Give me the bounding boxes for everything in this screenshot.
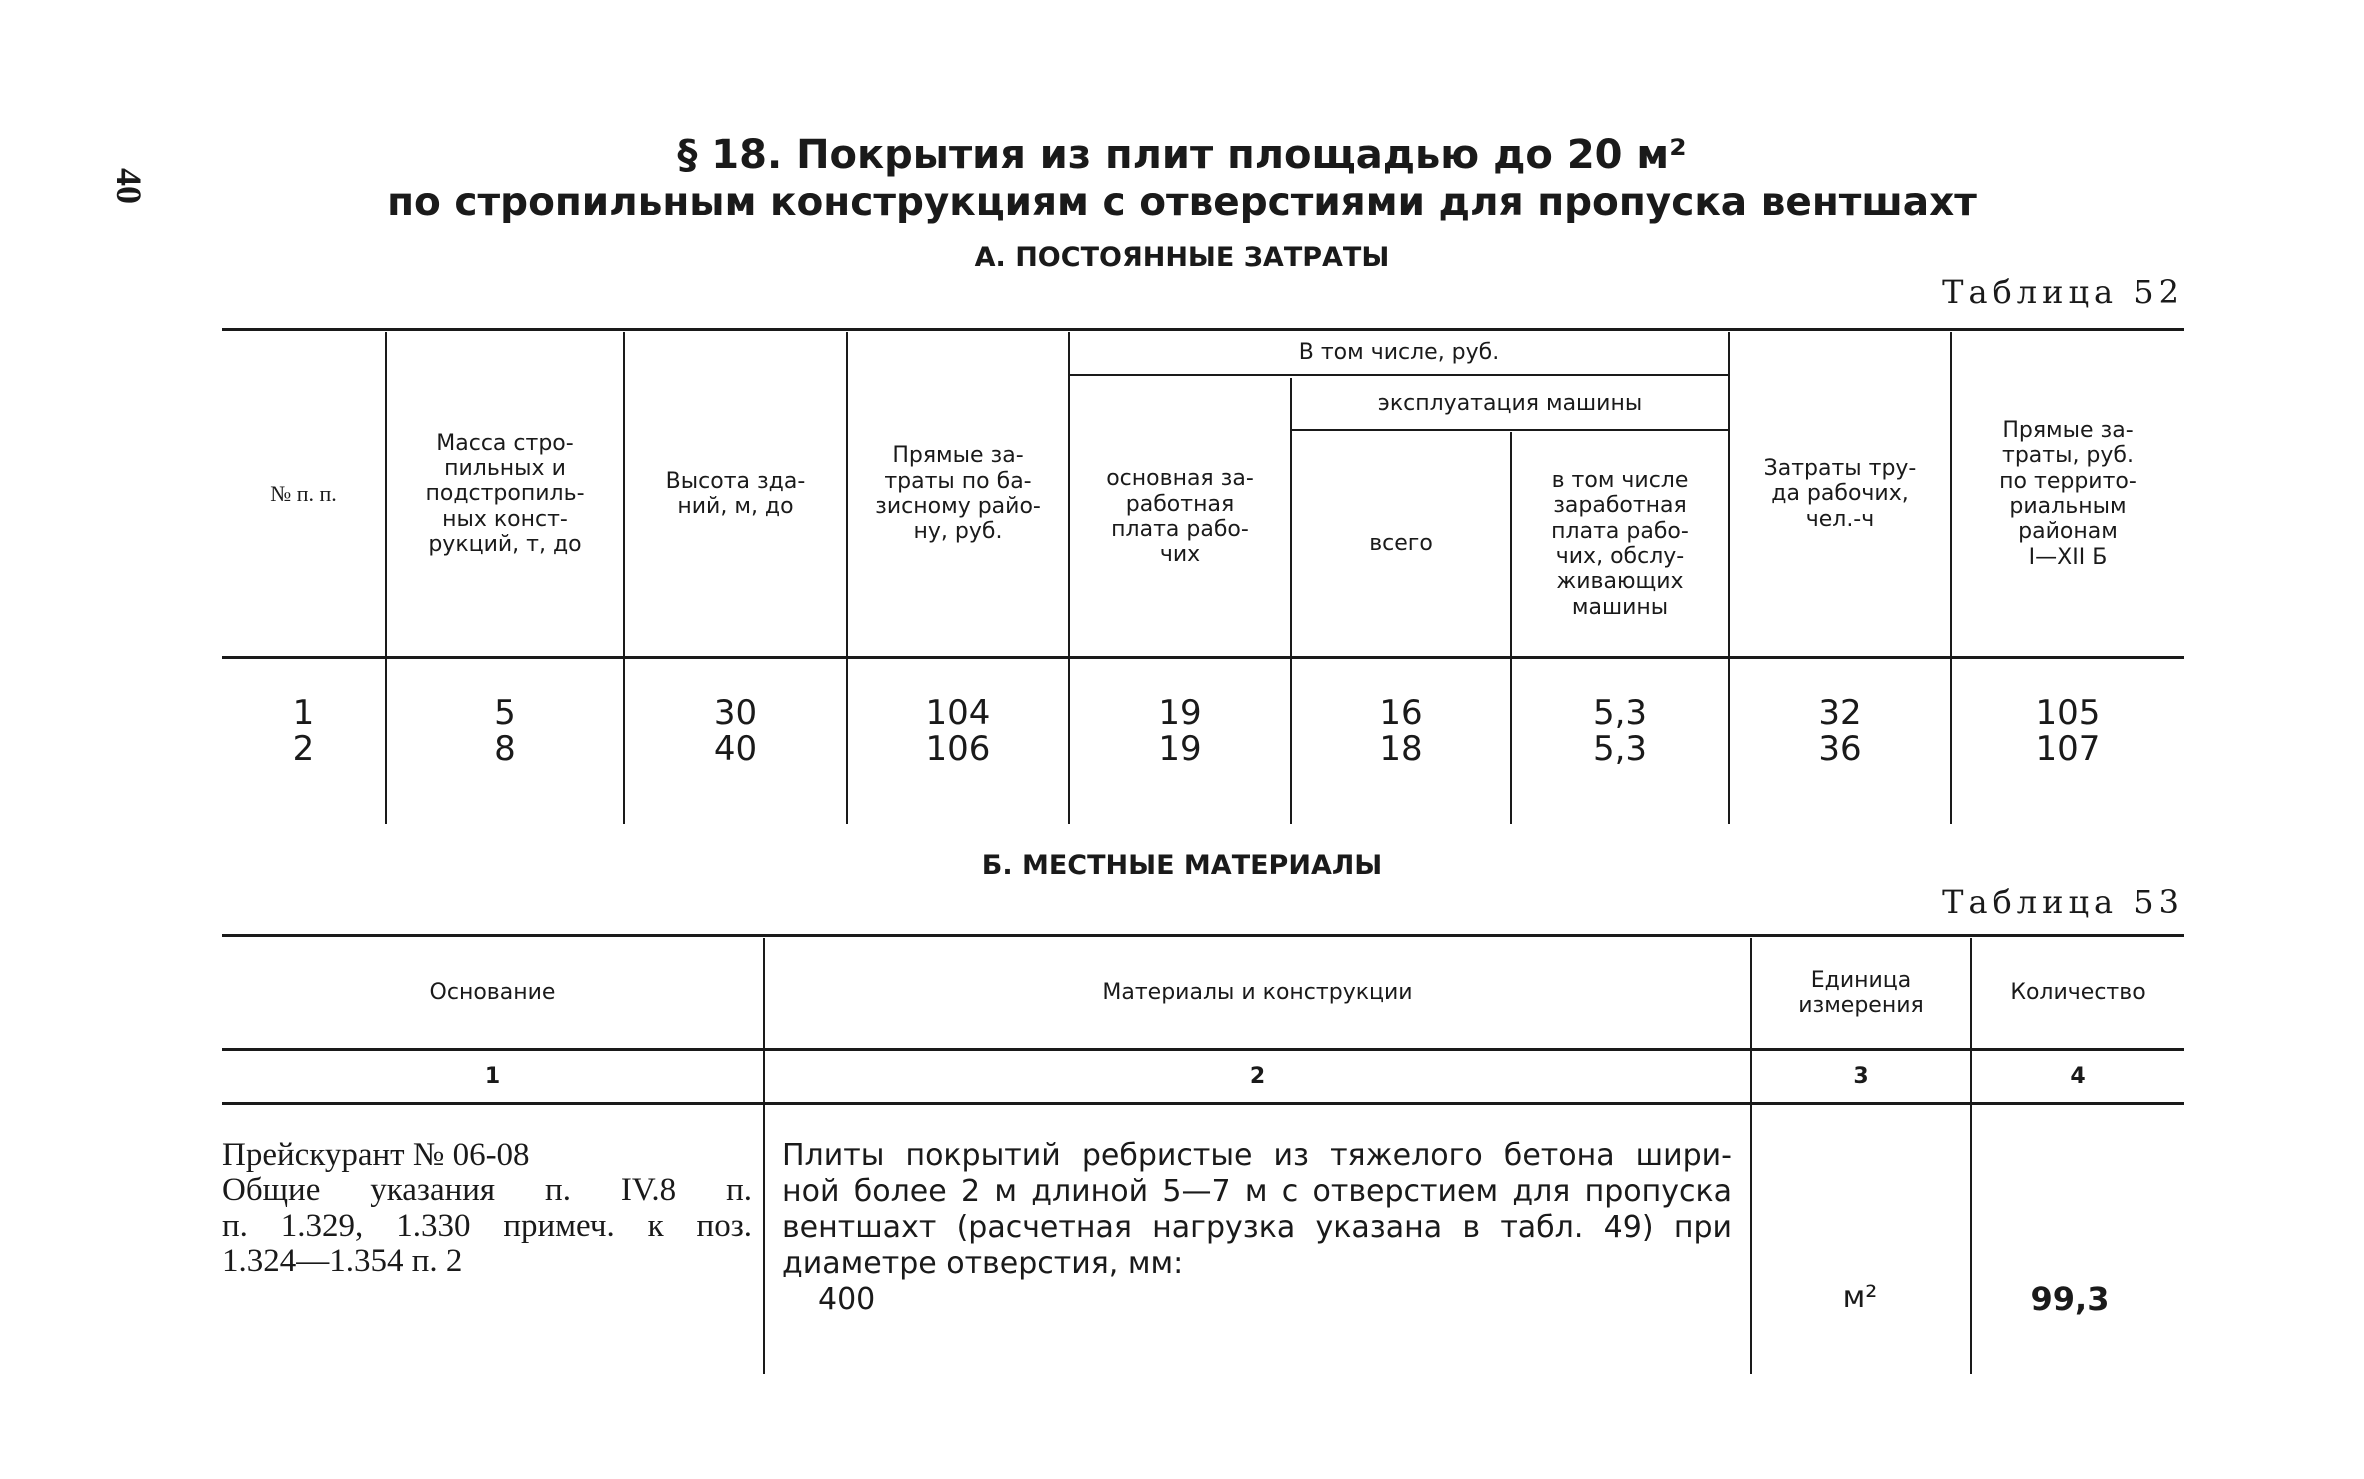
col-header-num: № п. п. (270, 481, 337, 507)
col-labor-values (1730, 693, 1950, 769)
col-header-quantity: Количество (2010, 980, 2146, 1006)
col-direct-base-values (848, 693, 1068, 769)
quantity-value: 99,3 (2030, 1280, 2110, 1318)
table-cell: 105 (2035, 693, 2101, 733)
page-number: 40 (109, 168, 149, 204)
col-header-mass: Масса стро- пильных и подстропиль- ных конст- рукций, т, до (425, 430, 585, 557)
col-number-3: 3 (1853, 1064, 1869, 1090)
table-cell: 2 (292, 729, 315, 769)
table-52-label: Таблица 52 (1942, 273, 2184, 311)
table-cell: 5,3 (1592, 693, 1648, 733)
table-cell: 107 (2035, 729, 2101, 769)
basis-line: п. 1.329, 1.330 примеч. к поз. (222, 1207, 752, 1244)
col-group-including: В том числе, руб. (1298, 340, 1500, 366)
col-header-direct-terr: Прямые за- траты, руб. по террито- риальным районам I—XII Б (1999, 418, 2137, 570)
col-machine-total-values (1292, 693, 1510, 769)
basis-line: Прейскурант № 06-08 (222, 1137, 530, 1173)
basis-line: Общие указания п. IV.8 п. (222, 1172, 752, 1209)
table-cell: 104 (925, 693, 991, 733)
col-machine-wage-values (1512, 693, 1728, 769)
materials-size: 400 (818, 1282, 876, 1317)
table-53-number-rule (222, 1102, 2184, 1105)
materials-line: Плиты покрытий ребристые из тяжелого бетона шири- (782, 1138, 1732, 1173)
col-mass-values (387, 693, 623, 769)
col-header-height: Высота зда- ний, м, до (665, 468, 806, 519)
materials-line: ной более 2 м длиной 5—7 м с отверстием для пропуска (782, 1174, 1732, 1209)
table-cell: 18 (1379, 729, 1423, 769)
col-num-values (222, 693, 385, 769)
table-cell: 106 (925, 729, 991, 769)
col-header-labor: Затраты тру- да рабочих, чел.-ч (1763, 456, 1917, 532)
table-53-top-rule (222, 934, 2184, 937)
table-cell: 19 (1158, 729, 1202, 769)
section-b-heading: Б. МЕСТНЫЕ МАТЕРИАЛЫ (981, 850, 1383, 881)
col-height-values (625, 693, 846, 769)
table-52-subgroup-rule (1290, 429, 1728, 431)
table-52-top-rule (222, 328, 2184, 331)
table-cell: 19 (1158, 693, 1202, 733)
table-53-label: Таблица 53 (1942, 883, 2184, 921)
table-cell: 30 (713, 693, 758, 733)
basis-line: 1.324—1.354 п. 2 (222, 1242, 463, 1279)
table-cell: 5,3 (1592, 729, 1648, 769)
col-wage-values (1070, 693, 1290, 769)
table-cell: 32 (1818, 693, 1862, 733)
col-direct-terr-values (1952, 693, 2184, 769)
col-number-4: 4 (2070, 1064, 2086, 1090)
section-title: § 18. Покрытия из плит площадью до 20 м² (677, 132, 1687, 178)
table-cell: 16 (1379, 693, 1423, 733)
col-header-machine-total: всего (1369, 531, 1433, 557)
materials-line: вентшахт (расчетная нагрузка указана в табл. 49) при (782, 1210, 1732, 1245)
table-cell: 8 (494, 729, 516, 769)
col-header-wage: основная за- работная плата рабо- чих (1106, 466, 1254, 568)
table-52-header-rule (222, 656, 2184, 659)
table-cell: 5 (494, 693, 516, 733)
col-number-2: 2 (1249, 1064, 1266, 1090)
col-header-materials: Материалы и конструкции (1102, 980, 1413, 1006)
col-number-1: 1 (484, 1064, 501, 1090)
table-cell: 40 (713, 729, 758, 769)
basis-text (222, 1138, 752, 1279)
table-cell: 1 (292, 693, 315, 733)
table-53-header-rule (222, 1048, 2184, 1051)
materials-line: диаметре отверстия, мм: (782, 1246, 1184, 1281)
table-52-group-rule (1068, 374, 1728, 376)
col-header-unit: Единица измерения (1798, 967, 1924, 1018)
col-group-machine: эксплуатация машины (1377, 390, 1643, 416)
section-subtitle: по стропильным конструкциям с отверстиями для пропуска вентшахт (387, 180, 1977, 225)
col-header-machine-wage: в том числе заработная плата рабо- чих, обслу- живающих машины (1551, 468, 1689, 620)
table-cell: 36 (1818, 729, 1862, 769)
col-header-basis: Основание (429, 980, 556, 1006)
unit-value: м² (1842, 1280, 1878, 1315)
materials-text (782, 1138, 1732, 1318)
section-a-heading: А. ПОСТОЯННЫЕ ЗАТРАТЫ (974, 242, 1390, 273)
col-header-direct-base: Прямые за- траты по ба- зисному райо- ну, руб. (875, 443, 1041, 545)
